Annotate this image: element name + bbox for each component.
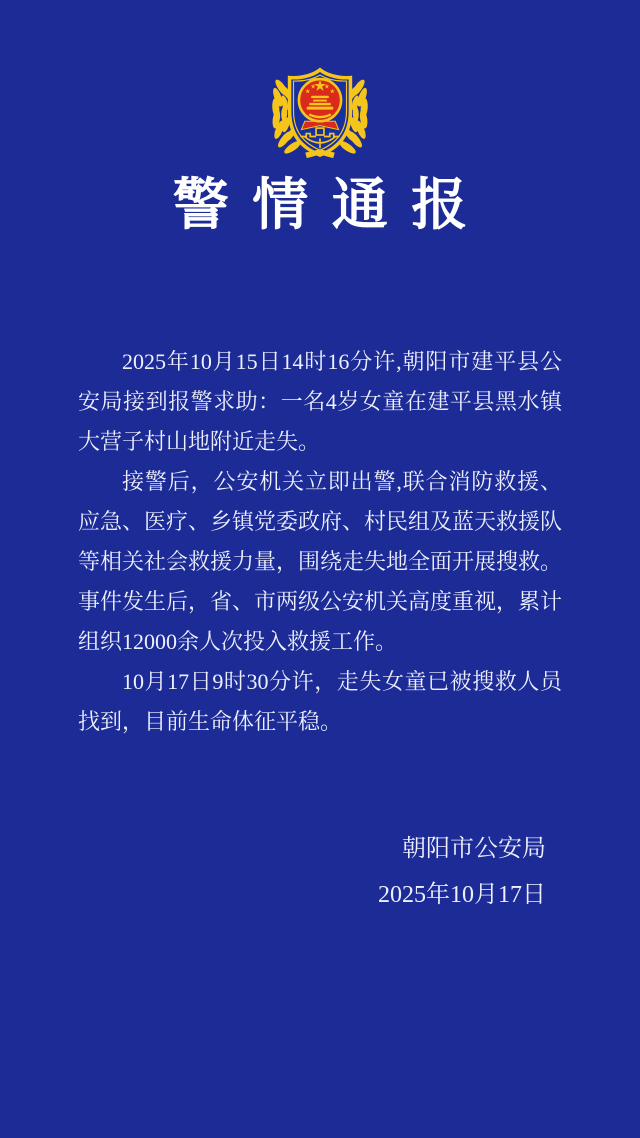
notice-body [78, 342, 562, 742]
notice-paragraph-3: 10月17日9时30分许，走失女童已被搜救人员找到，目前生命体征平稳。 [78, 669, 562, 734]
notice-title: 警情通报 [172, 175, 491, 237]
notice-paragraph-1: 2025年10月15日14时16分许,朝阳市建平县公安局接到报警求助：一名4岁女童在建平县黑水镇大营子村山地附近走失。 [78, 349, 562, 454]
signature-date: 2025年10月17日 [378, 882, 546, 908]
signature-block [0, 826, 640, 918]
signature-agency: 朝阳市公安局 [402, 836, 546, 862]
notice-paragraph-2: 接警后，公安机关立即出警,联合消防救援、应急、医疗、乡镇党委政府、村民组及蓝天救援队等相关社会救援力量，围绕走失地全面开展搜救。事件发生后，省、市两级公安机关高度重视，累计组织12000余人次投入救援工作。 [78, 469, 563, 654]
police-badge-icon [261, 56, 379, 162]
